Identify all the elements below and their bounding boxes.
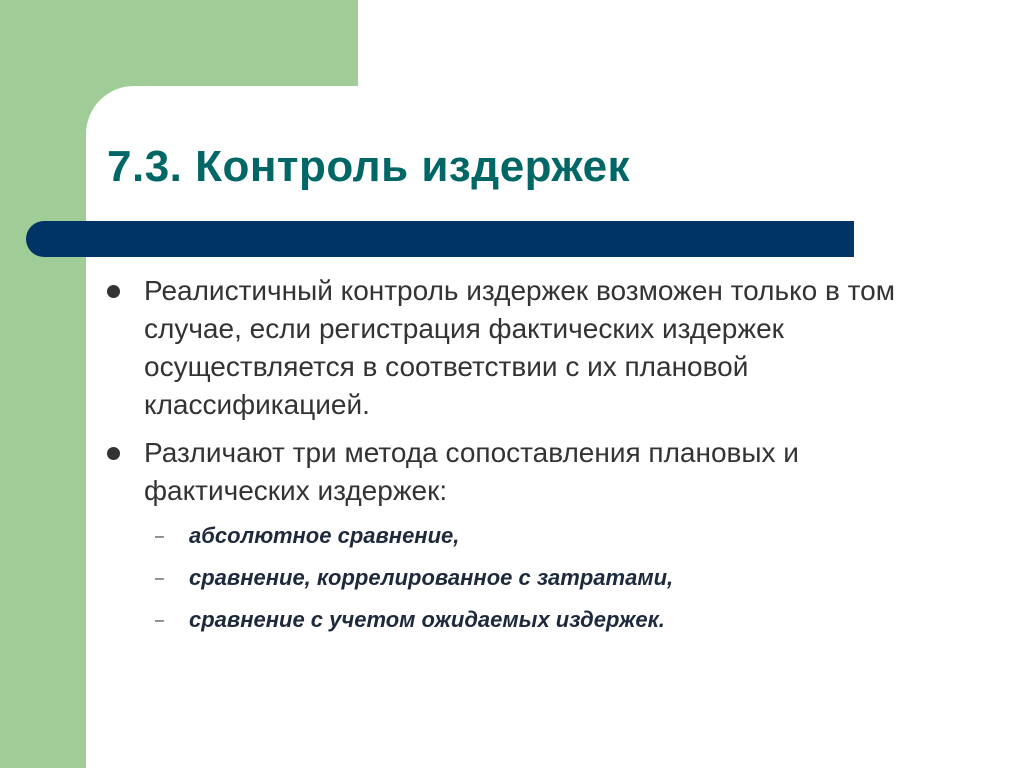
sub-bullet-item <box>144 518 944 554</box>
dash-icon: – <box>155 612 164 629</box>
sub-bullet-text: сравнение, коррелированное с затратами, <box>189 565 674 590</box>
bullet-text: Реалистичный контроль издержек возможен только в том случае, если регистрация фактических издержек осуществляется в соответствии с их плановой классификацией. <box>144 275 895 420</box>
bullet-list <box>104 272 944 648</box>
sub-bullet-item <box>144 602 944 638</box>
slide-title: 7.3. Контроль издержек <box>107 142 631 191</box>
decorative-title-bar <box>26 221 854 257</box>
sub-bullet-text: абсолютное сравнение, <box>189 523 460 548</box>
dash-icon: – <box>155 570 164 587</box>
sub-bullet-text: сравнение с учетом ожидаемых издержек. <box>189 607 665 632</box>
bullet-dot-icon <box>107 285 120 298</box>
sub-bullet-list <box>144 518 944 638</box>
bullet-text: Различают три метода сопоставления плановых и фактических издержек: <box>144 437 799 506</box>
bullet-dot-icon <box>107 447 120 460</box>
bullet-item <box>104 434 944 638</box>
dash-icon: – <box>155 528 164 545</box>
sub-bullet-item <box>144 560 944 596</box>
bullet-item <box>104 272 944 424</box>
